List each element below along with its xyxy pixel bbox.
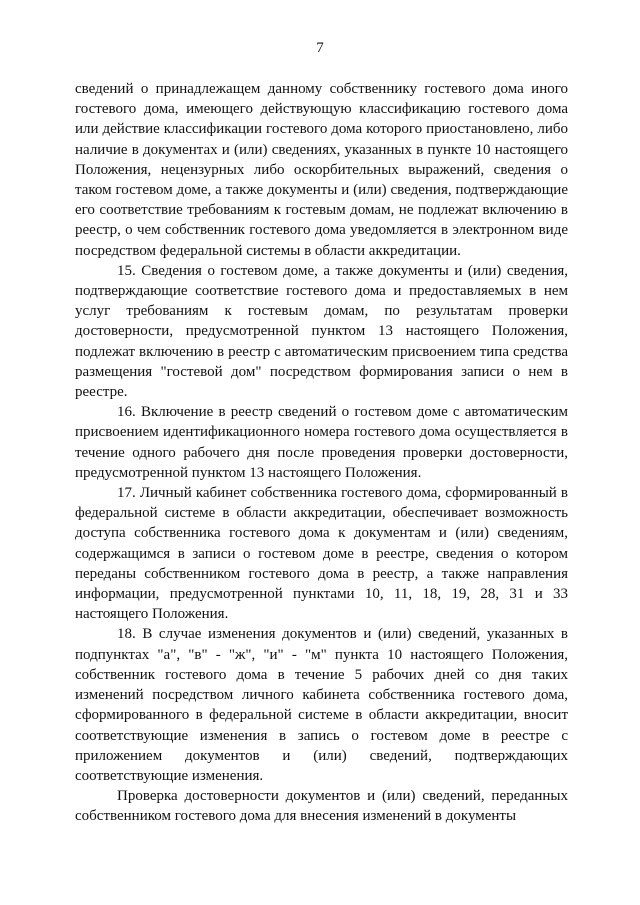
paragraph-item-16: 16. Включение в реестр сведений о гостевом доме с автоматическим присвоением идентификационного номера гостевого дома осуществляется в течение одного рабочего дня после проведения проверки достоверности, предусмотренной пунктом 13 настоящего Положения. bbox=[75, 404, 568, 481]
paragraph-item-18: 18. В случае изменения документов и (или) сведений, указанных в подпунктах "а", "в" - "ж", "и" - "м" пункта 10 настоящего Положения, собственник гостевого дома в течение 5 рабочих дней со дня таких изменений посредством личного кабинета собственника гостевого дома, сформированного в федеральной системе в области аккредитации, вносит соответствующие изменения в запись о гостевом доме в реестре с приложением документов и (или) сведений, подтверждающих соответствующие изменения. bbox=[75, 626, 568, 784]
paragraph-item-17: 17. Личный кабинет собственника гостевого дома, сформированный в федеральной системе в области аккредитации, обеспечивает возможность доступа собственника гостевого дома к документам и (или) сведениям, содержащимся в записи о гостевом доме в реестре, сведения о котором переданы собственником гостевого дома в реестр, а также направления информации, предусмотренной пунктами 10, 11, 18, 19, 28, 31 и 33 настоящего Положения. bbox=[75, 485, 568, 623]
document-body bbox=[75, 79, 568, 827]
paragraph-verification: Проверка достоверности документов и (или) сведений, переданных собственником гостевого дома для внесения изменений в документы bbox=[75, 788, 568, 825]
paragraph-continuation: сведений о принадлежащем данному собственнику гостевого дома иного гостевого дома, имеющего действующую классификацию гостевого дома или действие классификации гостевого дома которого приостановлено, либо наличие в документах и (или) сведениях, указанных в пункте 10 настоящего Положения, нецензурных либо оскорбительных выражений, сведения о таком гостевом доме, а также документы и (или) сведения, подтверждающие его соответствие требованиям к гостевым домам, не подлежат включению в реестр, о чем собственник гостевого дома уведомляется в электронном виде посредством федеральной системы в области аккредитации. bbox=[75, 81, 568, 259]
paragraph-item-15: 15. Сведения о гостевом доме, а также документы и (или) сведения, подтверждающие соответствие гостевого дома и предоставляемых в нем услуг требованиям к гостевым домам, по результатам проверки достоверности, предусмотренной пунктом 13 настоящего Положения, подлежат включению в реестр с автоматическим присвоением типа средства размещения "гостевой дом" посредством формирования записи о нем в реестре. bbox=[75, 262, 568, 401]
page-number: 7 bbox=[316, 40, 324, 56]
